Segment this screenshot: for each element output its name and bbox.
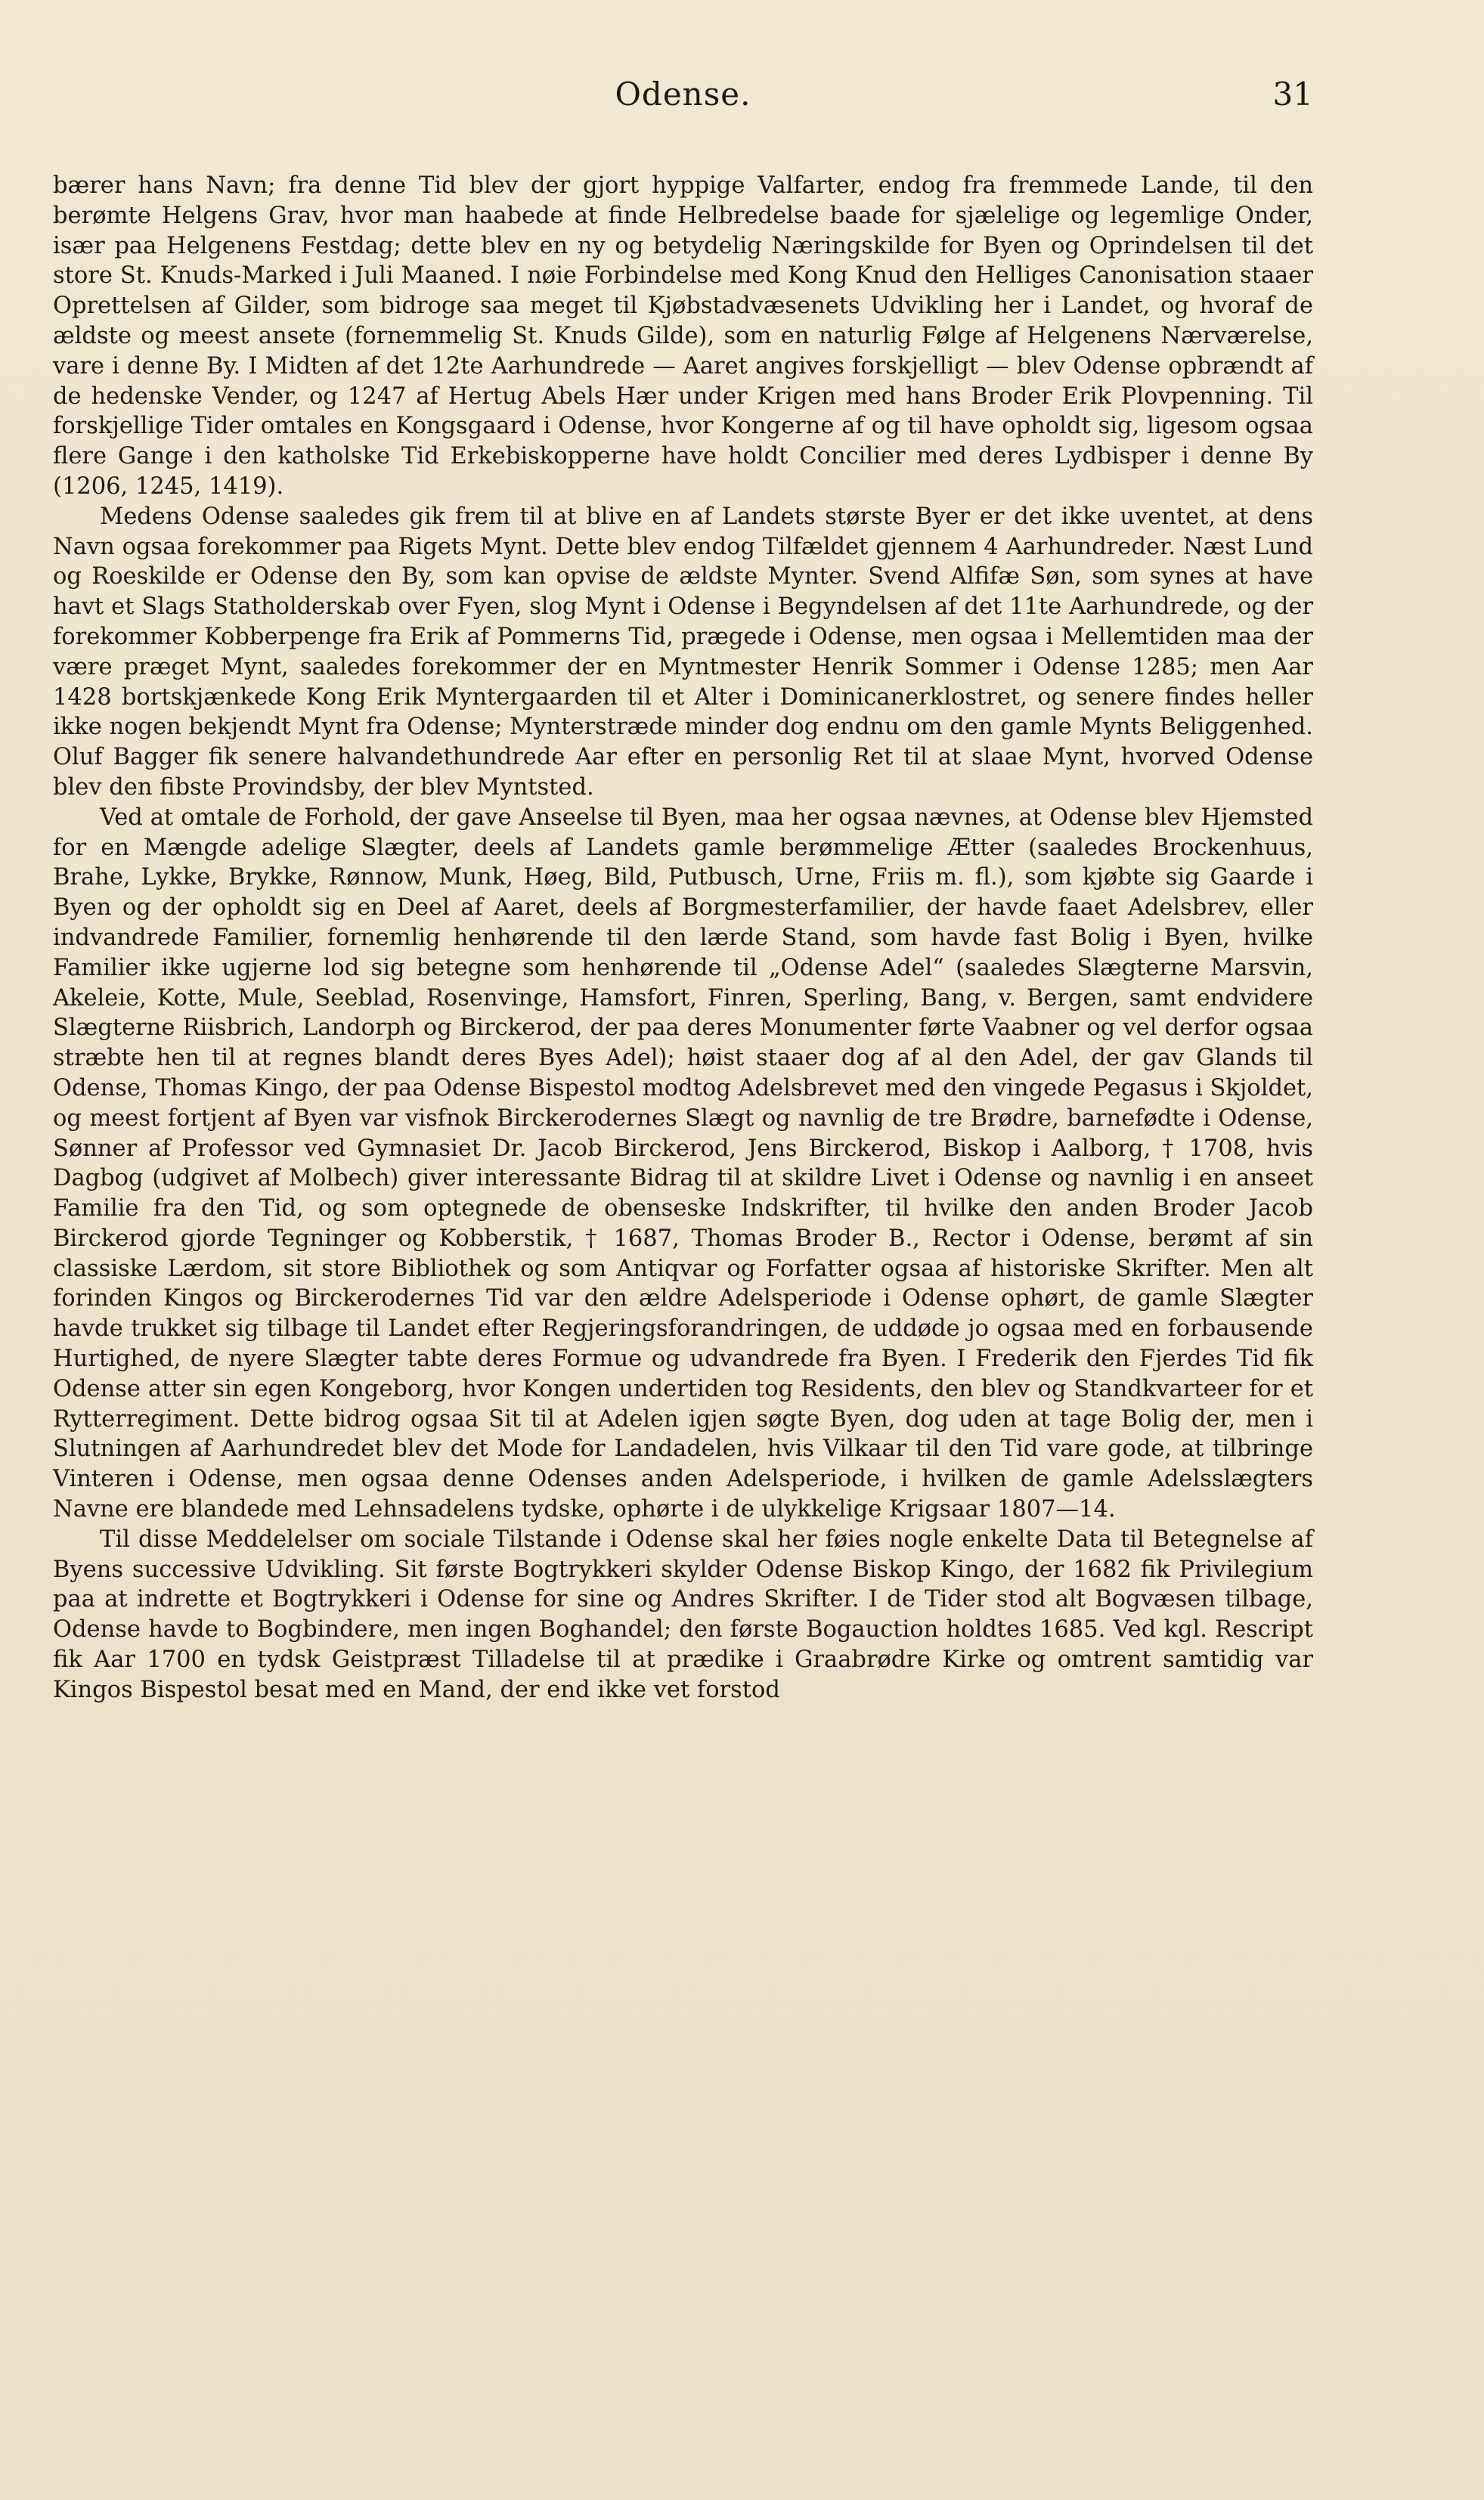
page-header — [53, 67, 1313, 119]
paragraph-2: Medens Odense saaledes gik frem til at blive en af Landets største Byer er det ikke uventet, at dens Navn ogsaa forekommer paa Rigets Mynt. Dette blev endog Tilfældet gjennem 4 Aarhundreder. Næst Lund og Roeskilde er Odense den By, som kan opvise de ældste Mynter. Svend Alfifæ Søn, som synes at have havt et Slags Statholderskab over Fyen, slog Mynt i Odense i Begyndelsen af det 11te Aarhundrede, og der forekommer Kobberpenge fra Erik af Pommerns Tid, prægede i Odense, men ogsaa i Mellemtiden maa der være præget Mynt, saaledes forekommer der en Myntmester Henrik Sommer i Odense 1285; men Aar 1428 bortskjænkede Kong Erik Myntergaarden til et Alter i Dominicanerklostret, og senere findes heller ikke nogen bekjendt Mynt fra Odense; Mynterstræde minder dog endnu om den gamle Mynts Beliggenhed. Oluf Bagger fik senere halvandethundrede Aar efter en personlig Ret til at slaae Mynt, hvorved Odense blev den fibste Provindsby, der blev Myntsted. — [53, 503, 1313, 801]
page-number: 31 — [1272, 76, 1313, 113]
paragraph-3: Ved at omtale de Forhold, der gave Anseelse til Byen, maa her ogsaa nævnes, at Odense blev Hjemsted for en Mængde adelige Slægter, deels af Landets gamle berømmelige Ætter (saaledes Brockenhuus, Brahe, Lykke, Brykke, Rønnow, Munk, Høeg, Bild, Putbusch, Urne, Friis m. fl.), som kjøbte sig Gaarde i Byen og der opholdt sig en Deel af Aaret, deels af Borgmesterfamilier, der havde faaet Adelsbrev, eller indvandrede Familier, fornemlig henhørende til den lærde Stand, som havde fast Bolig i Byen, hvilke Familier ikke ugjerne lod sig betegne som henhørende til „Odense Adel“ (saaledes Slægterne Marsvin, Akeleie, Kotte, Mule, Seeblad, Rosenvinge, Hamsfort, Finren, Sperling, Bang, v. Bergen, samt endvidere Slægterne Riisbrich, Landorph og Birckerod, der paa deres Monumenter førte Vaabner og vel derfor ogsaa stræbte hen til at regnes blandt deres Byes Adel); høist staaer dog af al den Adel, der gav Glands til Odense, Thomas Kingo, der paa Odense Bispestol modtog Adelsbrevet med den vingede Pegasus i Skjoldet, og meest fortjent af Byen var visfnok Birckerodernes Slægt og navnlig de tre Brødre, barnefødte i Odense, Sønner af Professor ved Gymnasiet Dr. Jacob Birckerod, Jens Birckerod, Biskop i Aalborg, † 1708, hvis Dagbog (udgivet af Molbech) giver interessante Bidrag til at skildre Livet i Odense og navnlig i en anseet Familie fra den Tid, og som optegnede de obenseske Indskrifter, til hvilke den anden Broder Jacob Birckerod gjorde Tegninger og Kobberstik, † 1687, Thomas Broder B., Rector i Odense, berømt af sin classiske Lærdom, sit store Bibliothek og som Antiqvar og Forfatter ogsaa af historiske Skrifter. Men alt forinden Kingos og Birckerodernes Tid var den ældre Adelsperiode i Odense ophørt, de gamle Slægter havde trukket sig tilbage til Landet efter Regjeringsforandringen, de uddøde jo ogsaa med en forbausende Hurtighed, de nyere Slægter tabte deres Formue og udvandrede fra Byen. I Frederik den Fjerdes Tid fik Odense atter sin egen Kongeborg, hvor Kongen undertiden tog Residents, den blev og Standkvarteer for et Rytterregiment. Dette bidrog ogsaa Sit til at Adelen igjen søgte Byen, dog uden at tage Bolig der, men i Slutningen af Aarhundredet blev det Mode for Landadelen, hvis Vilkaar til den Tid vare gode, at tilbringe Vinteren i Odense, men ogsaa denne Odenses anden Adelsperiode, i hvilken de gamle Adelsslægters Navne ere blandede med Lehnsadelens tydske, ophørte i de ulykkelige Krigsaar 1807—14. — [53, 804, 1313, 1523]
paragraph-1: bærer hans Navn; fra denne Tid blev der gjort hyppige Valfarter, endog fra fremmede Lande, til den berømte Helgens Grav, hvor man haabede at finde Helbredelse baade for sjælelige og legemlige Onder, især paa Helgenens Festdag; dette blev en ny og betydelig Næringskilde for Byen og Oprindelsen til det store St. Knuds-Marked i Juli Maaned. I nøie Forbindelse med Kong Knud den Helliges Canonisation staaer Oprettelsen af Gilder, som bidroge saa meget til Kjøbstadvæsenets Udvikling her i Landet, og hvoraf de ældste og meest ansete (fornemmelig St. Knuds Gilde), som en naturlig Følge af Helgenens Nærværelse, vare i denne By. I Midten af det 12te Aarhundrede — Aaret angives forskjelligt — blev Odense opbrændt af de hedenske Vender, og 1247 af Hertug Abels Hær under Krigen med hans Broder Erik Plovpenning. Til forskjellige Tider omtales en Kongsgaard i Odense, hvor Kongerne af og til have opholdt sig, ligesom ogsaa flere Gange i den katholske Tid Erkebiskopperne have holdt Concilier med deres Lydbisper i denne By (1206, 1245, 1419). — [53, 172, 1313, 500]
running-title: Odense. — [615, 76, 751, 113]
body-text — [53, 171, 1313, 1705]
paragraph-4: Til disse Meddelelser om sociale Tilstande i Odense skal her føies nogle enkelte Data til Betegnelse af Byens successive Udvikling. Sit første Bogtrykkeri skylder Odense Biskop Kingo, der 1682 fik Privilegium paa at indrette et Bogtrykkeri i Odense for sine og Andres Skrifter. I de Tider stod alt Bogvæsen tilbage, Odense havde to Bogbindere, men ingen Boghandel; den første Bogauction holdtes 1685. Ved kgl. Rescript fik Aar 1700 en tydsk Geistpræst Tilladelse til at prædike i Graabrødre Kirke og omtrent samtidig var Kingos Bispestol besat med en Mand, der end ikke vet forstod — [53, 1526, 1313, 1703]
